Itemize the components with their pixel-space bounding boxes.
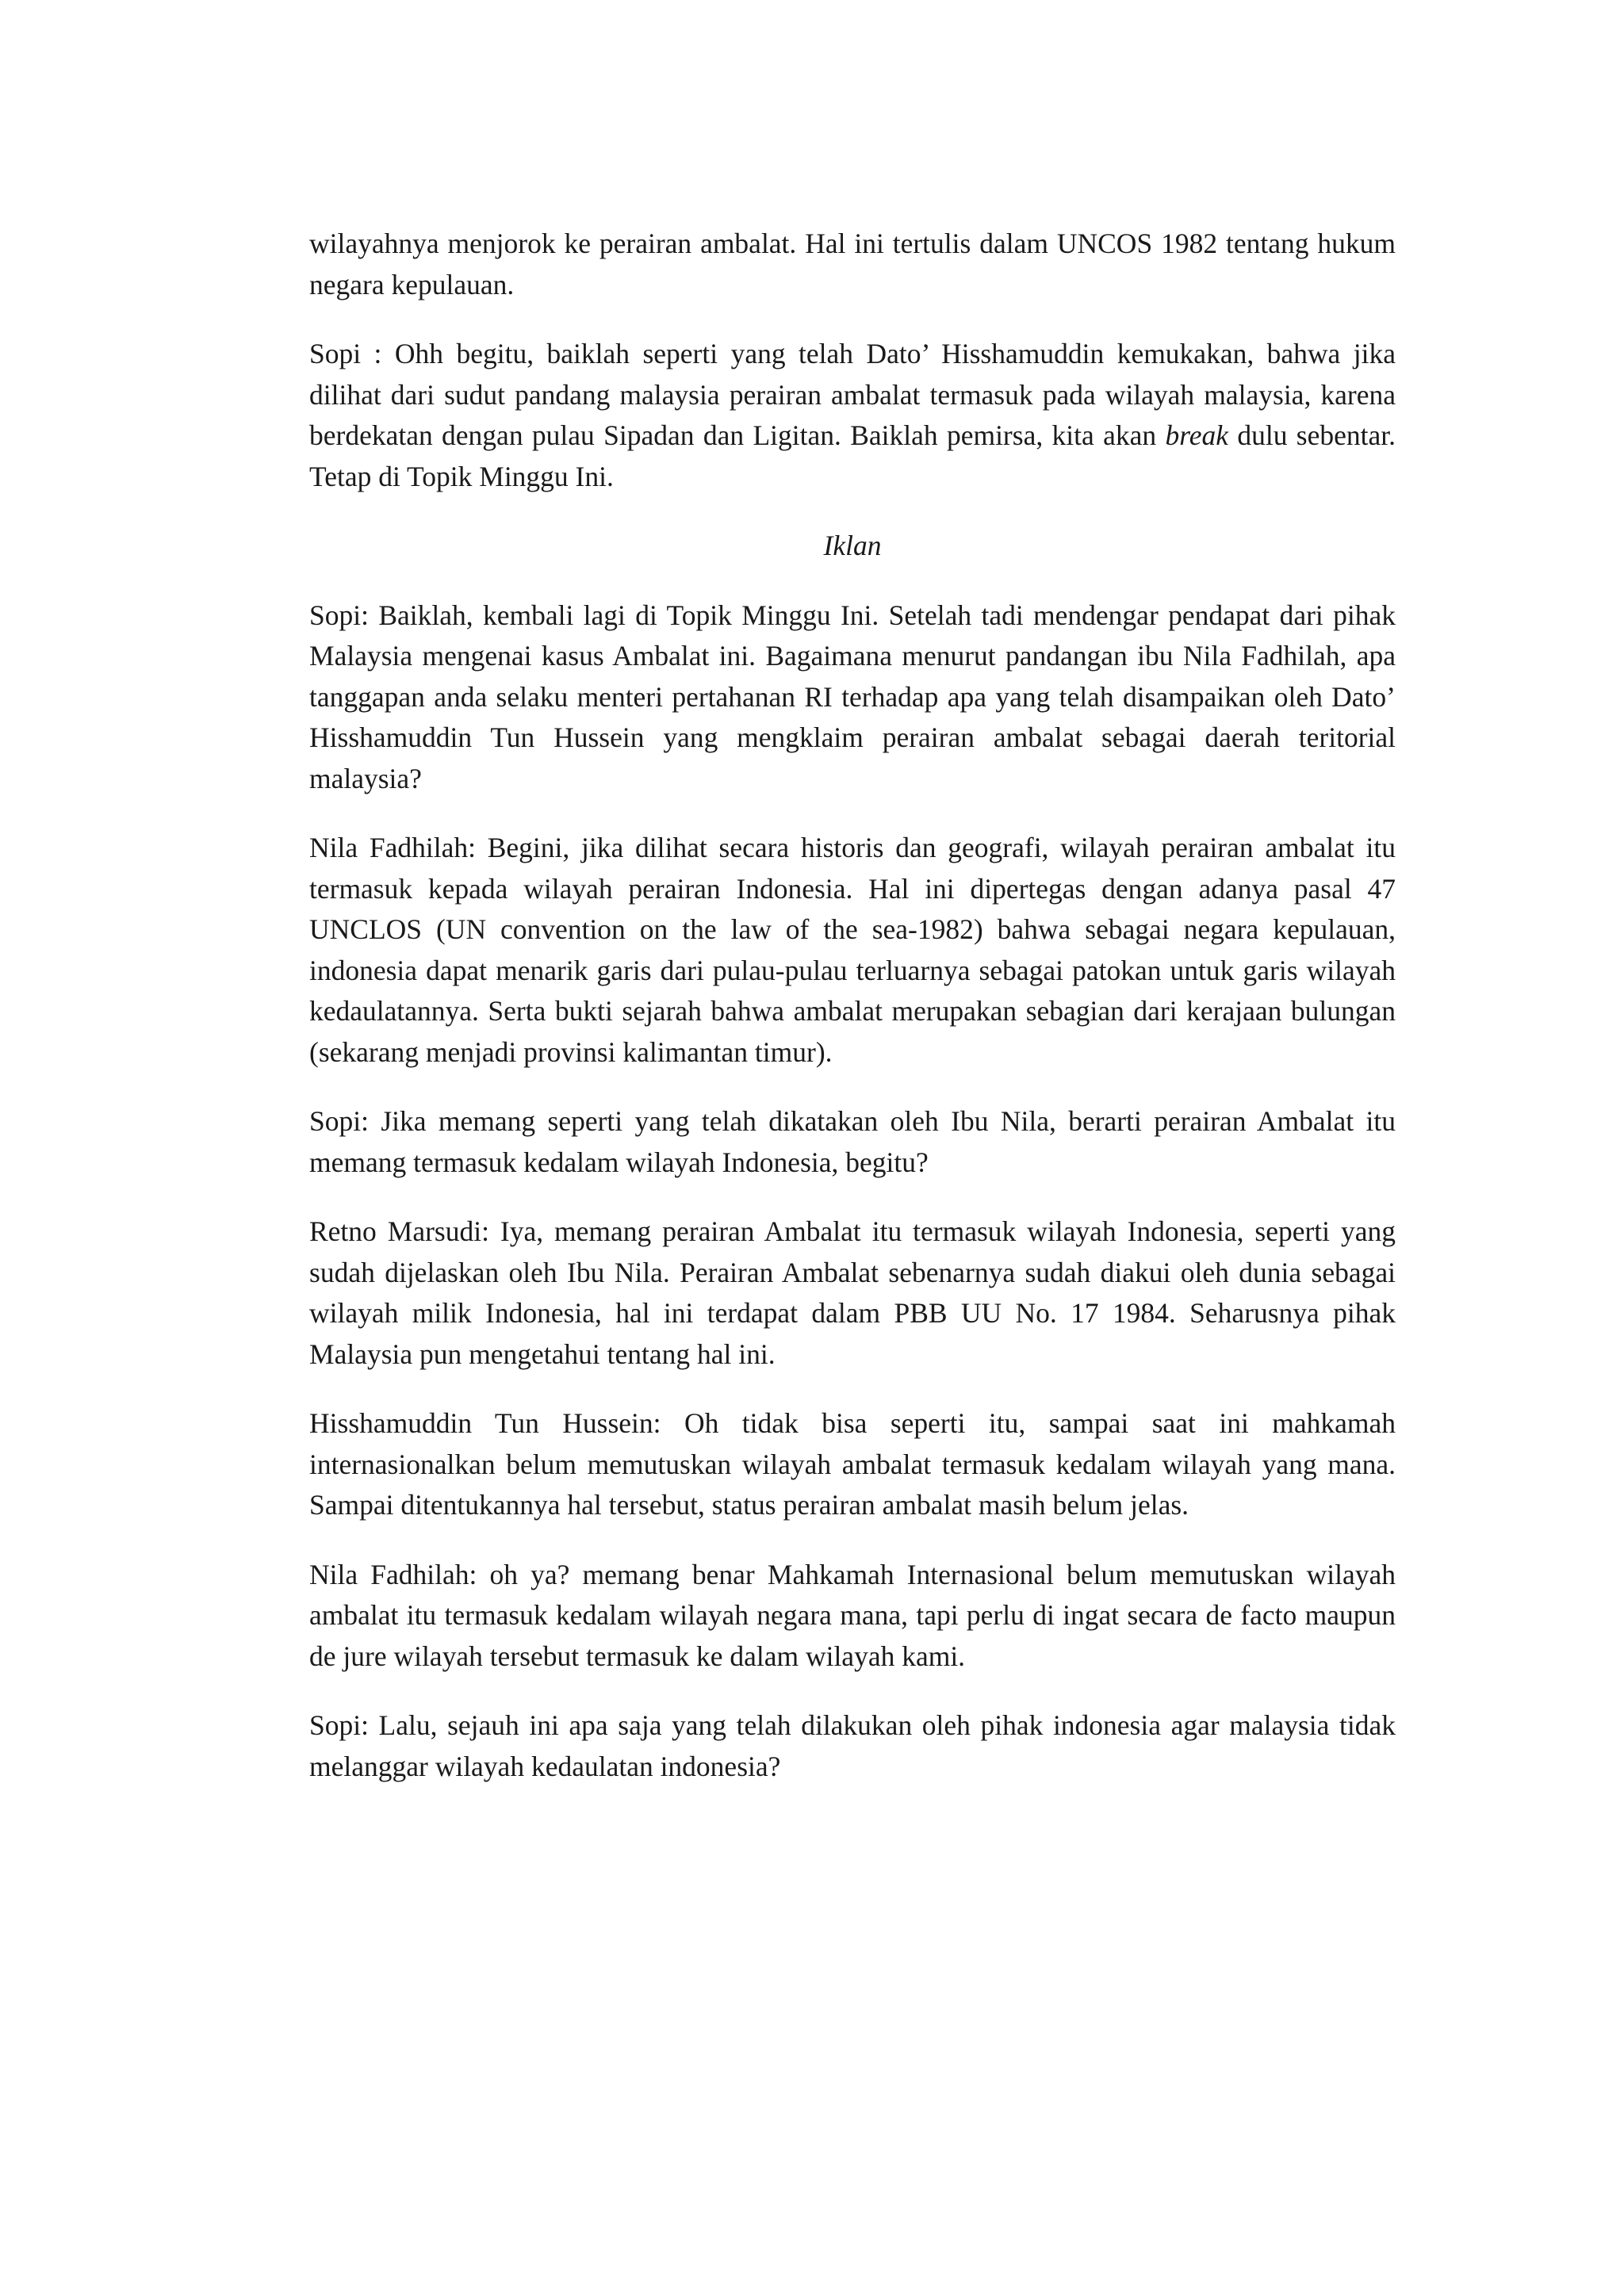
paragraph-2-after: dulu sebentar. Tetap di Topik Minggu Ini. <box>309 419 1396 492</box>
paragraph-5: Sopi: Jika memang seperti yang telah dikatakan oleh Ibu Nila, berarti perairan Ambalat itu memang termasuk kedalam wilayah Indonesia, begitu? <box>309 1105 1396 1178</box>
paragraph-8: Nila Fadhilah: oh ya? memang benar Mahkamah Internasional belum memutuskan wilayah ambalat itu termasuk kedalam wilayah negara mana, tapi perlu di ingat secara de facto maupun de jure wilayah tersebut termasuk ke dalam wilayah kami. <box>309 1558 1396 1672</box>
paragraph-2-italic: break <box>1165 419 1228 451</box>
section-label-iklan: Iklan <box>823 530 882 561</box>
paragraph-4: Nila Fadhilah: Begini, jika dilihat secara historis dan geografi, wilayah perairan ambalat itu termasuk kepada wilayah perairan Indonesia. Hal ini dipertegas dengan adanya pasal 47 UNCLOS (UN convention on the law of the sea-1982) bahwa sebagai negara kepulauan, indonesia dapat menarik garis dari pulau-pulau terluarnya sebagai patokan untuk garis wilayah kedaulatannya. Serta bukti sejarah bahwa ambalat merupakan sebagian dari kerajaan bulungan (sekarang menjadi provinsi kalimantan timur). <box>309 832 1396 1068</box>
document-page <box>309 224 1396 1816</box>
paragraph-3: Sopi: Baiklah, kembali lagi di Topik Minggu Ini. Setelah tadi mendengar pendapat dari pihak Malaysia mengenai kasus Ambalat ini. Bagaimana menurut pandangan ibu Nila Fadhilah, apa tanggapan anda selaku menteri pertahanan RI terhadap apa yang telah disampaikan oleh Dato’ Hisshamuddin Tun Hussein yang mengklaim perairan ambalat sebagai daerah teritorial malaysia? <box>309 599 1396 794</box>
paragraph-6: Retno Marsudi: Iya, memang perairan Ambalat itu termasuk wilayah Indonesia, seperti yang sudah dijelaskan oleh Ibu Nila. Perairan Ambalat sebenarnya sudah diakui oleh dunia sebagai wilayah milik Indonesia, hal ini terdapat dalam PBB UU No. 17 1984. Seharusnya pihak Malaysia pun mengetahui tentang hal ini. <box>309 1215 1396 1370</box>
paragraph-7: Hisshamuddin Tun Hussein: Oh tidak bisa seperti itu, sampai saat ini mahkamah internasionalkan belum memutuskan wilayah ambalat termasuk kedalam wilayah yang mana. Sampai ditentukannya hal tersebut, status perairan ambalat masih belum jelas. <box>309 1407 1396 1521</box>
paragraph-2 <box>309 334 1396 497</box>
paragraph-9: Sopi: Lalu, sejauh ini apa saja yang telah dilakukan oleh pihak indonesia agar malaysia tidak melanggar wilayah kedaulatan indonesia? <box>309 1709 1396 1782</box>
paragraph-1: wilayahnya menjorok ke perairan ambalat. Hal ini tertulis dalam UNCOS 1982 tentang hukum negara kepulauan. <box>309 228 1396 300</box>
paragraph-2-before: Sopi : Ohh begitu, baiklah seperti yang telah Dato’ Hisshamuddin kemukakan, bahwa jika dilihat dari sudut pandang malaysia perairan ambalat termasuk pada wilayah malaysia, karena berdekatan dengan pulau Sipadan dan Ligitan. Baiklah pemirsa, kita akan <box>309 338 1396 451</box>
